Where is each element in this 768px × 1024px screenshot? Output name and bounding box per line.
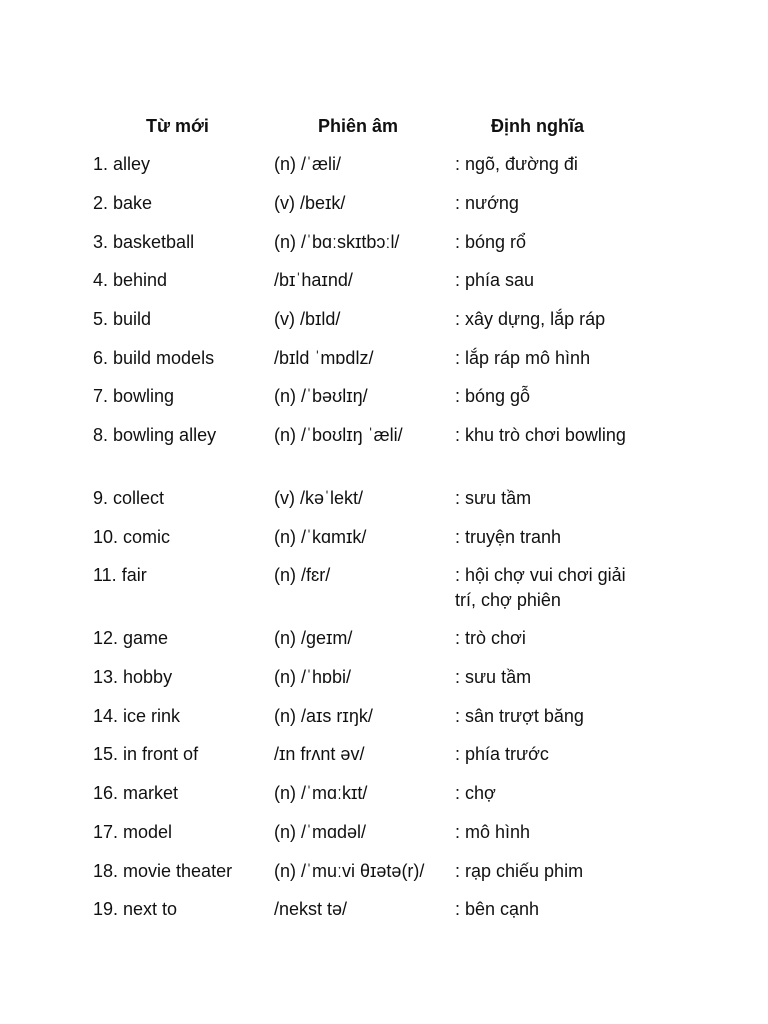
word-cell: 18. movie theater <box>93 861 233 881</box>
definition-cell: : bên cạnh <box>455 899 540 919</box>
word-cell: 11. fair <box>93 565 147 585</box>
definition-cell: : khu trò chơi bowling <box>455 425 626 445</box>
word-cell: 14. ice rink <box>93 706 181 726</box>
word-cell: 12. game <box>93 628 169 648</box>
pronunciation-cell: (v) /beɪk/ <box>274 193 346 213</box>
definition-cell: : phía trước <box>455 744 549 764</box>
definition-cell: : sưu tầm <box>455 667 532 687</box>
definition-cell: : hội chợ vui chơi giải trí, chợ phiên <box>455 565 626 610</box>
definition-cell: : phía sau <box>455 270 535 290</box>
pronunciation-cell: (n) /ˈboʊlɪŋ ˈæli/ <box>274 425 403 445</box>
word-cell: 3. basketball <box>93 232 195 252</box>
definition-cell: : ngõ, đường đi <box>455 154 578 174</box>
pronunciation-cell: (n) /ˈkɑmɪk/ <box>274 527 367 547</box>
pronunciation-cell: (v) /bɪld/ <box>274 309 341 329</box>
definition-cell: : sân trượt băng <box>455 706 584 726</box>
definition-cell: : bóng gỗ <box>455 386 531 406</box>
header-pronunciation: Phiên âm <box>318 116 399 136</box>
definition-cell: : bóng rổ <box>455 232 527 252</box>
table-header <box>0 114 768 140</box>
word-cell: 19. next to <box>93 899 178 919</box>
definition-cell: : xây dựng, lắp ráp <box>455 309 606 329</box>
pronunciation-cell: (v) /kəˈlekt/ <box>274 488 364 508</box>
pronunciation-cell: (n) /ˈmɑːkɪt/ <box>274 783 368 803</box>
word-cell: 2. bake <box>93 193 153 213</box>
word-cell: 15. in front of <box>93 744 199 764</box>
pronunciation-cell: /ɪn frʌnt əv/ <box>274 744 365 764</box>
definition-cell: : truyện tranh <box>455 527 562 547</box>
word-cell: 5. build <box>93 309 152 329</box>
word-cell: 13. hobby <box>93 667 173 687</box>
word-cell: 1. alley <box>93 154 151 174</box>
definition-cell: : rạp chiếu phim <box>455 861 584 881</box>
definition-cell: : trò chơi <box>455 628 526 648</box>
pronunciation-cell: (n) /aɪs rɪŋk/ <box>274 706 373 726</box>
pronunciation-cell: (n) /ˈhɒbi/ <box>274 667 352 687</box>
word-cell: 6. build models <box>93 348 215 368</box>
pronunciation-cell: (n) /ˈbɑːskɪtbɔːl/ <box>274 232 400 252</box>
definition-cell: : chợ <box>455 783 496 803</box>
definition-cell: : lắp ráp mô hình <box>455 348 591 368</box>
pronunciation-cell: /bɪˈhaɪnd/ <box>274 270 353 290</box>
word-cell: 17. model <box>93 822 173 842</box>
definition-cell: : nướng <box>455 193 519 213</box>
word-cell: 10. comic <box>93 527 171 547</box>
word-cell: 9. collect <box>93 488 165 508</box>
word-cell: 16. market <box>93 783 179 803</box>
word-cell: 8. bowling alley <box>93 425 217 445</box>
definition-cell: : sưu tầm <box>455 488 532 508</box>
pronunciation-cell: /bɪld ˈmɒdlz/ <box>274 348 374 368</box>
word-cell: 7. bowling <box>93 386 175 406</box>
pronunciation-cell: (n) /ˈmuːvi θɪətə(r)/ <box>274 861 425 881</box>
pronunciation-cell: /nekst tə/ <box>274 899 348 919</box>
header-definition: Định nghĩa <box>491 116 584 136</box>
pronunciation-cell: (n) /ˈæli/ <box>274 154 341 174</box>
pronunciation-cell: (n) /geɪm/ <box>274 628 353 648</box>
pronunciation-cell: (n) /ˈmɑdəl/ <box>274 822 367 842</box>
definition-cell: : mô hình <box>455 822 531 842</box>
word-cell: 4. behind <box>93 270 168 290</box>
pronunciation-cell: (n) /ˈbəʊlɪŋ/ <box>274 386 368 406</box>
header-word: Từ mới <box>146 116 209 136</box>
pronunciation-cell: (n) /fɛr/ <box>274 565 331 585</box>
